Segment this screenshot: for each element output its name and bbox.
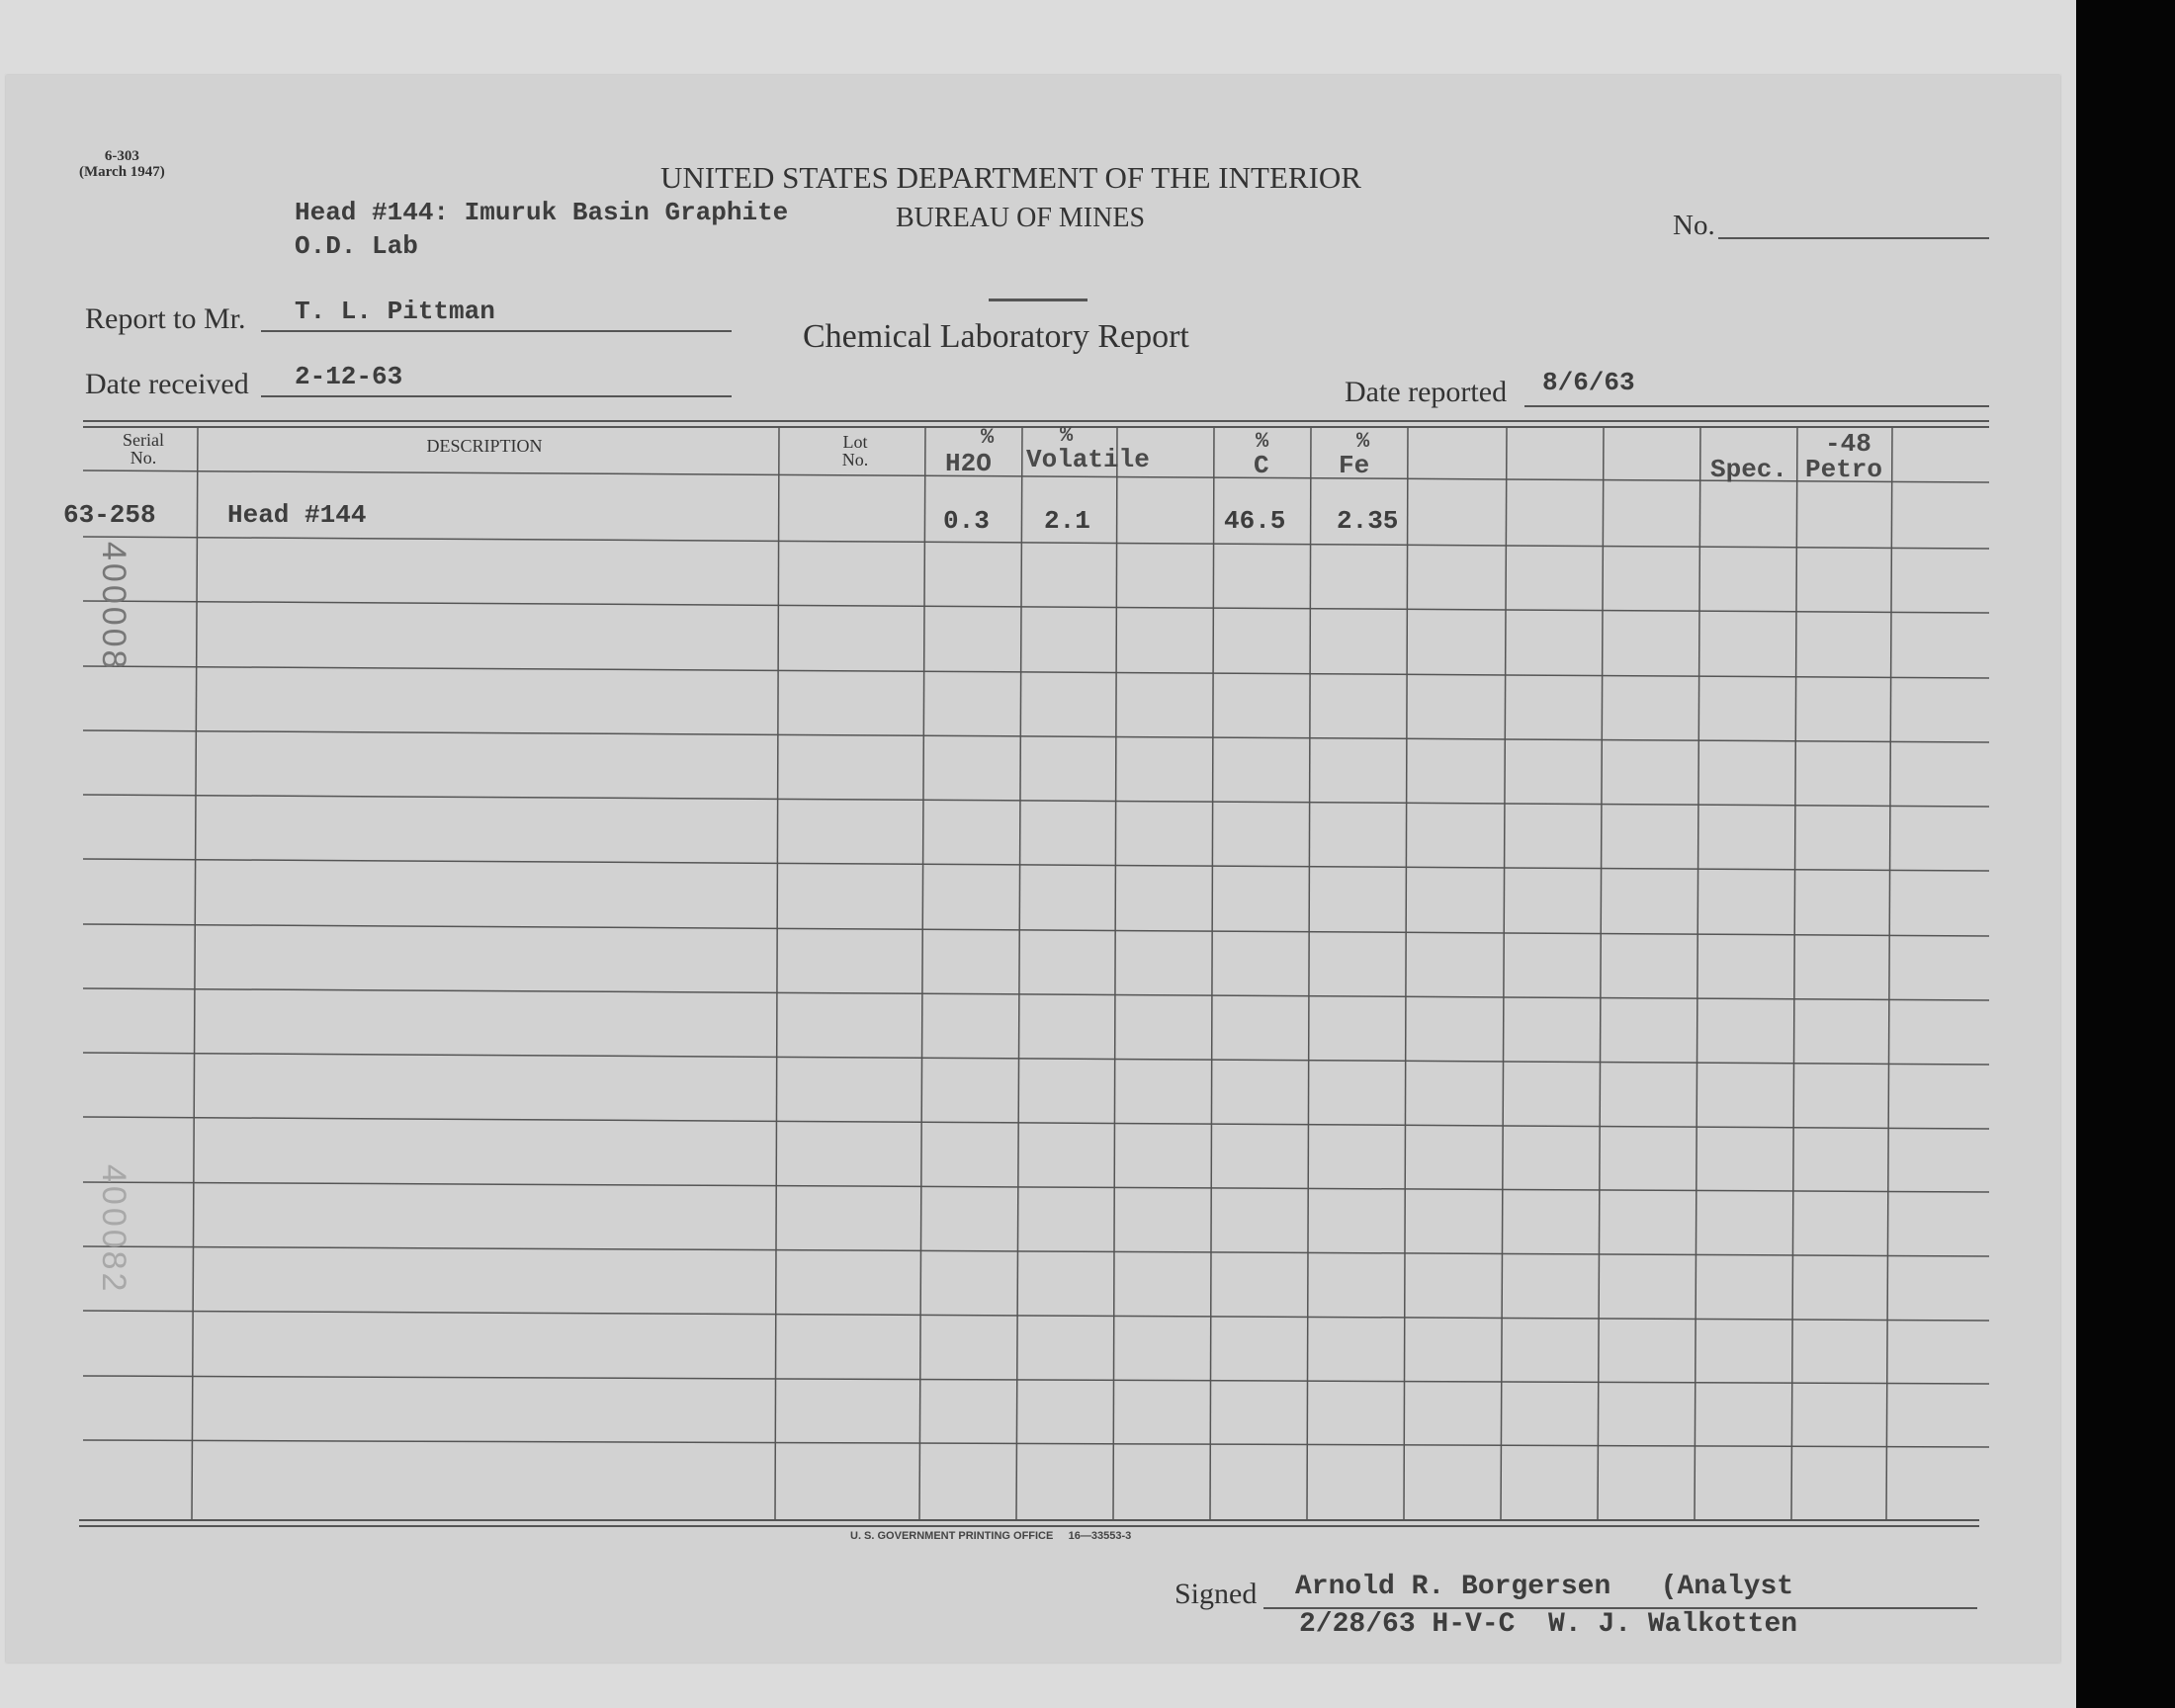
row-h2o: 0.3 [943,506,990,536]
date-received-label: Date received [85,368,249,400]
row-c: 46.5 [1224,506,1286,536]
spec-header: Spec. [1710,455,1788,484]
h2o-pct-header: % [981,425,995,450]
report-title: Chemical Laboratory Report [803,318,1189,355]
lot-header: Lot No. [841,432,869,470]
row-fe: 2.35 [1337,506,1399,536]
fe-header: Fe [1339,451,1370,480]
bureau-title: BUREAU OF MINES [896,203,1146,233]
volatile-header: Volatile [1026,445,1150,474]
signed-analyst: Arnold R. Borgersen (Analyst [1295,1572,1794,1602]
date-received-value: 2-12-63 [295,362,403,391]
h2o-header: H2O [945,449,992,478]
date-reported-label: Date reported [1345,376,1508,408]
volatile-pct-header: % [1060,423,1074,448]
report-to-value: T. L. Pittman [295,297,495,326]
c-header: C [1254,451,1269,480]
petro-top-header: -48 [1825,429,1871,459]
row-volatile: 2.1 [1044,506,1090,536]
date-reported-value: 8/6/63 [1542,368,1635,397]
row-description: Head #144 [227,500,367,530]
fe-pct-header: % [1356,429,1370,454]
no-label: No. [1673,210,1715,241]
signed-label: Signed [1174,1578,1258,1610]
stamp-lower: 400082 [95,1164,132,1295]
row-lines [83,470,1989,1447]
column-lines [192,427,1892,1520]
stamp-upper: 400008 [95,542,132,672]
lab-heading: O.D. Lab [295,231,418,261]
description-header: DESCRIPTION [426,436,543,456]
row-serial: 63-258 [63,500,156,530]
signed-approval: 2/28/63 H-V-C W. J. Walkotten [1299,1609,1798,1640]
report-to-label: Report to Mr. [85,302,246,335]
c-pct-header: % [1256,429,1269,454]
sample-heading: Head #144: Imuruk Basin Graphite [295,198,789,227]
printer-line: U. S. GOVERNMENT PRINTING OFFICE 16—33553-3 [850,1530,1132,1542]
form-number-text: 6-303 [104,148,139,164]
form-date-text: (March 1947) [79,164,165,180]
serial-header: Serial No. [123,430,164,468]
petro-header: Petro [1805,455,1883,484]
department-title: UNITED STATES DEPARTMENT OF THE INTERIOR [660,160,1361,195]
